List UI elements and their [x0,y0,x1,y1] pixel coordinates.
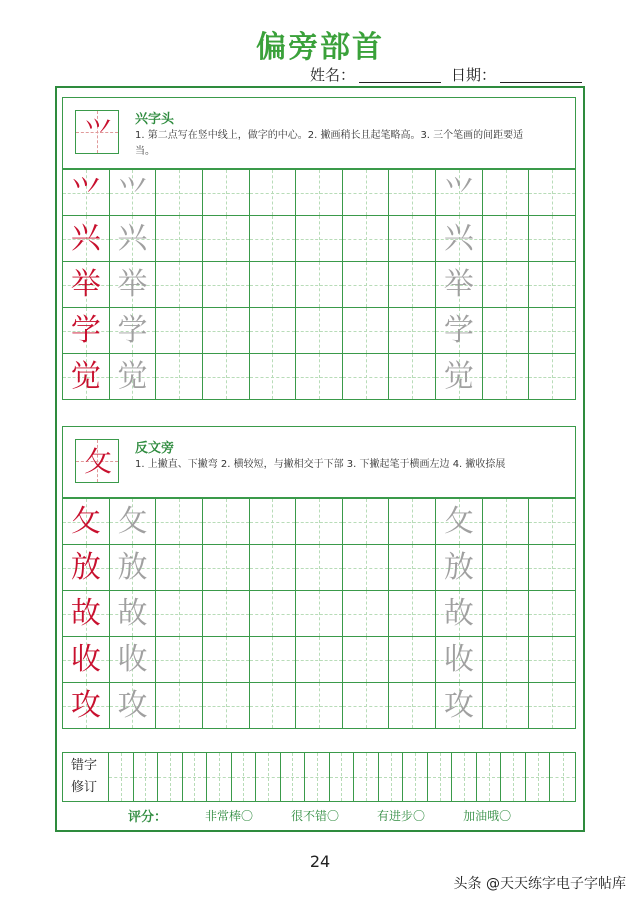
practice-cell[interactable] [156,499,203,545]
trace-character: 攻 [443,688,474,723]
practice-cell[interactable] [436,683,483,729]
practice-cell[interactable] [483,354,530,400]
practice-cell[interactable] [250,354,297,400]
practice-cell[interactable] [343,354,390,400]
correction-cell[interactable] [158,753,183,801]
practice-cell[interactable] [296,591,343,637]
practice-cell[interactable] [436,262,483,308]
practice-cell[interactable] [203,308,250,354]
practice-cell[interactable] [250,262,297,308]
practice-cell[interactable] [483,545,530,591]
practice-cell[interactable] [483,216,530,262]
correction-cell[interactable] [428,753,453,801]
trace-character: 举 [443,267,474,302]
practice-cell[interactable] [296,262,343,308]
practice-cell[interactable] [436,499,483,545]
practice-cell[interactable] [203,499,250,545]
practice-cell[interactable] [529,170,576,216]
practice-cell[interactable] [110,591,157,637]
model-character: 学 [70,313,101,348]
trace-character: 故 [117,596,148,631]
page-title: 偏旁部首 [256,30,384,65]
correction-cell[interactable] [501,753,526,801]
practice-cell[interactable] [110,499,157,545]
practice-cell[interactable] [343,499,390,545]
practice-cell[interactable] [250,499,297,545]
trace-character: 攵 [443,504,474,539]
correction-cell[interactable] [477,753,502,801]
practice-cell[interactable] [343,308,390,354]
practice-cell[interactable] [63,499,110,545]
practice-cell[interactable] [389,499,436,545]
practice-cell[interactable] [110,216,157,262]
practice-cell[interactable] [389,637,436,683]
radical-char: 攵 [83,445,112,478]
trace-character: 学 [117,313,148,348]
section-1 [62,97,576,400]
model-character: 觉 [70,359,101,394]
practice-cell[interactable] [250,637,297,683]
section-2 [62,426,576,729]
practice-cell[interactable] [63,308,110,354]
trace-character: 学 [443,313,474,348]
practice-cell[interactable] [110,545,157,591]
practice-cell[interactable] [203,683,250,729]
name-label: 姓名： [310,66,356,84]
practice-cell[interactable] [250,545,297,591]
page-number: 24 [309,852,331,871]
practice-cell[interactable] [156,308,203,354]
practice-cell[interactable] [529,545,576,591]
practice-cell[interactable] [203,545,250,591]
trace-character: 举 [117,267,148,302]
section-header [62,97,576,169]
score-label: 评分： [128,810,168,825]
correction-cell[interactable] [305,753,330,801]
score-option-good[interactable]: 很不错〇 [291,809,340,823]
practice-cell[interactable] [203,216,250,262]
practice-cell[interactable] [156,545,203,591]
practice-cell[interactable] [483,637,530,683]
model-character: 故 [70,596,101,631]
correction-cell[interactable] [526,753,551,801]
practice-cell[interactable] [156,354,203,400]
model-character: 兴 [70,221,101,256]
trace-character: 兴 [117,221,148,256]
practice-cell[interactable] [203,262,250,308]
practice-cell[interactable] [343,216,390,262]
practice-cell[interactable] [110,262,157,308]
practice-cell[interactable] [63,170,110,216]
practice-cell[interactable] [529,683,576,729]
practice-cell[interactable] [389,354,436,400]
radical-name: 兴字头 [135,112,175,127]
practice-cell[interactable] [389,262,436,308]
correction-label-line1: 错字 [71,758,98,773]
practice-cell[interactable] [436,637,483,683]
practice-cell[interactable] [343,170,390,216]
practice-cell[interactable] [343,545,390,591]
score-option-progress[interactable]: 有进步〇 [377,809,426,823]
practice-cell[interactable] [529,591,576,637]
practice-cell[interactable] [203,354,250,400]
trace-character: 放 [117,550,148,585]
practice-cell[interactable] [63,354,110,400]
trace-character: 放 [443,550,474,585]
practice-cell[interactable] [63,683,110,729]
practice-cell[interactable] [296,216,343,262]
practice-cell[interactable] [436,170,483,216]
correction-cell[interactable] [354,753,379,801]
practice-cell[interactable] [156,216,203,262]
practice-cell[interactable] [110,308,157,354]
correction-cell[interactable] [550,753,575,801]
practice-cell[interactable] [343,262,390,308]
practice-cell[interactable] [110,683,157,729]
trace-character: 故 [443,596,474,631]
practice-cell[interactable] [389,216,436,262]
practice-cell[interactable] [436,354,483,400]
trace-character: ⺍ [443,175,474,210]
practice-cell[interactable] [343,683,390,729]
practice-cell[interactable] [436,591,483,637]
practice-cell[interactable] [389,545,436,591]
practice-cell[interactable] [296,308,343,354]
correction-cell[interactable] [452,753,477,801]
practice-cell[interactable] [389,170,436,216]
correction-cell[interactable] [379,753,404,801]
practice-cell[interactable] [436,308,483,354]
practice-cell[interactable] [250,683,297,729]
practice-cell[interactable] [529,637,576,683]
correction-label-line2: 修订 [71,780,98,795]
practice-cell[interactable] [63,545,110,591]
score-bar [128,806,511,825]
practice-cell[interactable] [296,354,343,400]
correction-cell[interactable] [109,753,134,801]
practice-cell[interactable] [529,262,576,308]
practice-cell[interactable] [296,499,343,545]
radical-char: ⺍ [83,116,112,149]
radical-description: 1. 上撇直、下撇弯 2. 横较短，与撇相交于下部 3. 下撇起笔于横画左边 4. 撇收捺展 [135,459,506,470]
practice-cell[interactable] [296,683,343,729]
name-field[interactable] [359,68,441,83]
correction-label [63,753,109,801]
practice-cell[interactable] [389,683,436,729]
practice-cell[interactable] [436,545,483,591]
correction-cell[interactable] [232,753,257,801]
practice-cell[interactable] [203,637,250,683]
trace-character: 攵 [117,504,148,539]
practice-cell[interactable] [483,262,530,308]
trace-character: 兴 [443,221,474,256]
correction-cell[interactable] [207,753,232,801]
practice-cell[interactable] [203,591,250,637]
practice-cell[interactable] [296,170,343,216]
practice-cell[interactable] [389,591,436,637]
trace-character: 觉 [117,359,148,394]
practice-cell[interactable] [156,591,203,637]
watermark: 头条 @天天练字电子字帖库 [453,876,626,892]
radical-box [75,110,119,154]
practice-cell[interactable] [250,170,297,216]
practice-cell[interactable] [483,499,530,545]
trace-character: 觉 [443,359,474,394]
model-character: 放 [70,550,101,585]
date-field[interactable] [500,68,582,83]
trace-character: 收 [117,642,148,677]
practice-cell[interactable] [156,637,203,683]
score-option-keep-going[interactable]: 加油哦〇 [463,809,512,823]
practice-cell[interactable] [483,170,530,216]
practice-cell[interactable] [250,591,297,637]
practice-cell[interactable] [203,170,250,216]
correction-cell[interactable] [134,753,159,801]
practice-grid [62,498,576,729]
practice-cell[interactable] [483,308,530,354]
practice-cell[interactable] [529,308,576,354]
practice-grid [62,169,576,400]
trace-character: 收 [443,642,474,677]
practice-cell[interactable] [63,637,110,683]
practice-cell[interactable] [529,499,576,545]
name-date-bar [310,64,592,85]
model-character: ⺍ [70,175,101,210]
model-character: 攵 [70,504,101,539]
practice-cell[interactable] [483,683,530,729]
correction-cell[interactable] [256,753,281,801]
practice-cell[interactable] [250,216,297,262]
radical-box [75,439,119,483]
correction-cell[interactable] [281,753,306,801]
practice-cell[interactable] [343,591,390,637]
practice-cell[interactable] [156,170,203,216]
correction-cell[interactable] [183,753,208,801]
practice-cell[interactable] [250,308,297,354]
practice-cell[interactable] [110,170,157,216]
practice-cell[interactable] [389,308,436,354]
practice-cell[interactable] [110,354,157,400]
correction-cell[interactable] [403,753,428,801]
practice-cell[interactable] [63,262,110,308]
practice-cell[interactable] [63,216,110,262]
practice-cell[interactable] [529,354,576,400]
practice-cell[interactable] [529,216,576,262]
model-character: 举 [70,267,101,302]
trace-character: ⺍ [117,175,148,210]
date-label: 日期： [451,66,497,84]
radical-name: 反文旁 [135,441,175,456]
correction-cell[interactable] [330,753,355,801]
section-header [62,426,576,498]
practice-cell[interactable] [343,637,390,683]
practice-cell[interactable] [156,683,203,729]
correction-cells[interactable] [109,753,575,801]
model-character: 攻 [70,688,101,723]
score-option-great[interactable]: 非常棒〇 [205,809,254,823]
practice-cell[interactable] [483,591,530,637]
model-character: 收 [70,642,101,677]
practice-cell[interactable] [296,637,343,683]
practice-cell[interactable] [63,591,110,637]
practice-cell[interactable] [436,216,483,262]
trace-character: 攻 [117,688,148,723]
correction-row [62,752,576,802]
practice-cell[interactable] [156,262,203,308]
practice-cell[interactable] [296,545,343,591]
practice-cell[interactable] [110,637,157,683]
radical-description: 1. 第二点写在竖中线上，做字的中心。2. 撇画稍长且起笔略高。3. 三个笔画的间距要适当。 [135,130,524,157]
